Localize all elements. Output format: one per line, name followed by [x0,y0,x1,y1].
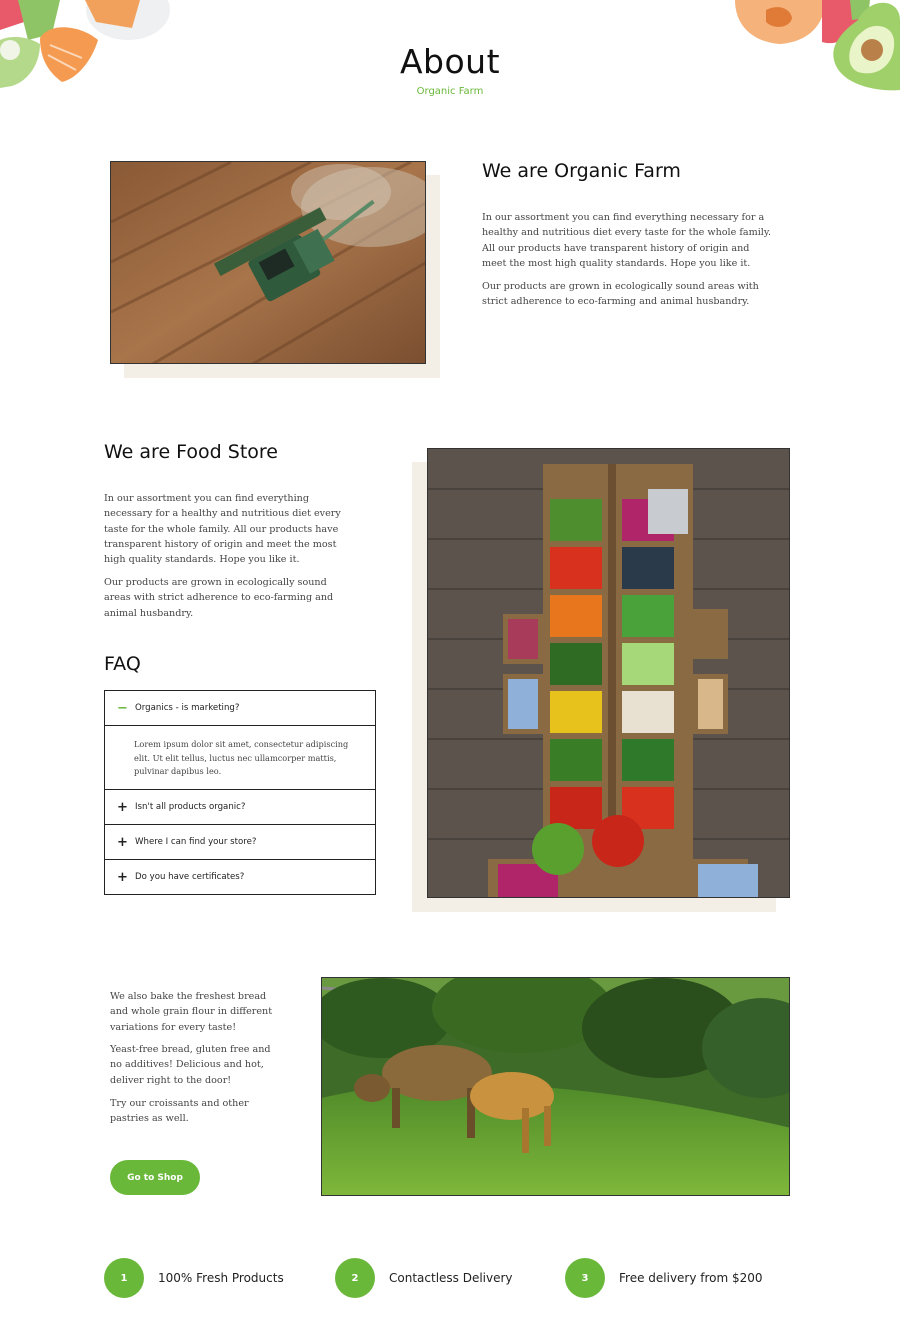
plus-icon: + [117,869,128,885]
section-title-food-store: We are Food Store [104,441,278,463]
feature-contactless-delivery [335,1258,513,1298]
go-to-shop-button[interactable]: Go to Shop [110,1160,200,1195]
faq-item-find-store[interactable] [104,824,376,860]
feature-free-delivery [565,1258,763,1298]
faq-accordion [104,691,376,895]
page-title: About [399,42,501,81]
feature-label: Free delivery from $200 [619,1271,763,1285]
plus-icon: + [117,834,128,850]
faq-item-organics-marketing[interactable] [104,690,376,726]
faq-answer: Lorem ipsum dolor sit amet, consectetur adipiscing elit. Ut elit tellus, luctus nec ullamcorper mattis, pulvinar dapibus leo. [104,725,376,790]
store-paragraph-1: In our assortment you can find everything necessary for a healthy and nutritious diet every taste for the whole family. All our products have transparent history of origin and meet the most high quality standards. Hope you like it. [104,493,341,566]
plus-icon: + [117,799,128,815]
feature-number-badge: 2 [335,1258,375,1298]
feature-label: Contactless Delivery [389,1271,513,1285]
produce-stand-photo [427,448,790,898]
faq-question: Organics - is marketing? [135,703,240,713]
bakery-paragraph-2: Yeast-free bread, gluten free and no additives! Delicious and hot, deliver right to the door! [110,1044,271,1086]
feature-fresh-products [104,1258,284,1298]
feature-label: 100% Fresh Products [158,1271,284,1285]
faq-item-all-products-organic[interactable] [104,789,376,825]
feature-number-badge: 1 [104,1258,144,1298]
minus-icon: − [117,700,128,716]
harvester-photo [110,161,426,364]
faq-question: Isn't all products organic? [135,802,246,812]
feature-number-badge: 3 [565,1258,605,1298]
bakery-paragraph-3: Try our croissants and other pastries as well. [110,1098,249,1125]
cows-pasture-photo [321,977,790,1196]
faq-item-certificates[interactable] [104,859,376,895]
faq-title: FAQ [104,653,141,675]
bakery-paragraph-1: We also bake the freshest bread and whole grain flour in different variations for every taste! [110,991,273,1033]
store-paragraph-2: Our products are grown in ecologically sound areas with strict adherence to eco-farming and animal husbandry. [104,577,334,619]
section-title-organic-farm: We are Organic Farm [482,160,681,182]
page-subtitle: Organic Farm [416,86,484,97]
faq-question: Do you have certificates? [135,872,245,882]
organic-paragraph-2: Our products are grown in ecologically sound areas with strict adherence to eco-farming and animal husbandry. [482,281,759,308]
faq-question: Where I can find your store? [135,837,257,847]
organic-paragraph-1: In our assortment you can find everything necessary for a healthy and nutritious diet every taste for the whole family. All our products have transparent history of origin and meet the most high quality standards. Hope you like it. [482,212,772,269]
